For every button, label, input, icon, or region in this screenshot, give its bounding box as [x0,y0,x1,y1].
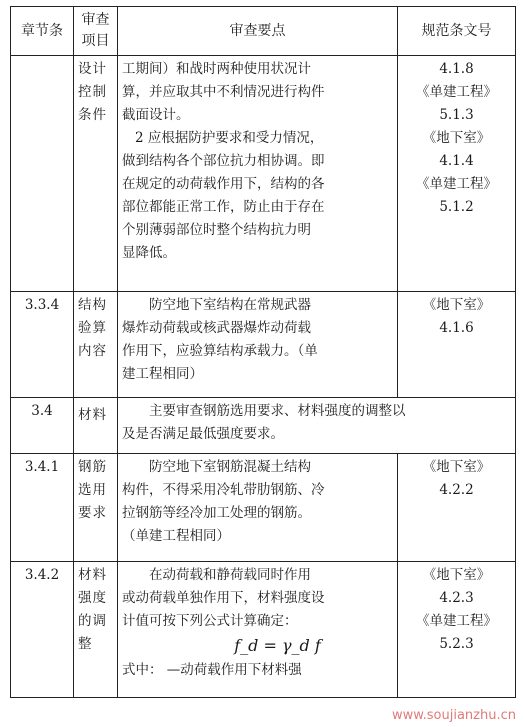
reference-line: 5.1.2 [439,199,474,215]
content-line: 主要审查钢筋选用要求、材料强度的调整以 [149,403,406,419]
item-line: 材料 [78,567,107,583]
item-line: 控制 [78,84,107,100]
content-cell [118,398,516,454]
header-item: 审查 项目 [74,7,118,56]
content-line: 拉钢筋等经冷加工处理的钢筋。 [122,505,311,521]
reference-cell [398,454,516,562]
reference-cell [398,56,516,292]
item-line: 验算 [78,320,107,336]
content-line: 做到结构各个部位抗力相协调。即 [122,153,325,169]
reference-line: 《地下室》 [422,297,491,313]
content-line: 显降低。 [122,245,176,261]
content-line: 构件，不得采用冷轧带肋钢筋、冷 [122,482,325,498]
reference-line: 4.1.4 [439,153,474,169]
table-row [11,56,516,292]
reference-line: 《单建工程》 [416,176,497,192]
content-line: 截面设计。 [122,107,190,123]
item-line: 设计 [78,61,107,77]
content-line: 在动荷载和静荷载同时作用 [149,567,311,583]
content-line: 工期间）和战时两种使用状况计 [122,61,311,77]
table-row [11,562,516,698]
content-line: 作用下，应验算结构承载力。（单 [122,343,318,359]
item-line: 钢筋 [78,459,107,475]
item-line: 选用 [78,482,107,498]
header-reference: 规范条文号 [398,7,516,56]
item-line: 结构 [78,297,107,313]
content-line: （单建工程相同） [122,528,230,544]
reference-line: 4.2.2 [439,482,474,498]
item-line: 强度 [78,590,107,606]
content-line: 算，并应取其中不利情况进行构件 [122,84,325,100]
reference-line: 《单建工程》 [416,84,497,100]
reference-line: 4.1.8 [439,61,474,77]
table-header-row [11,7,516,56]
item-cell [74,398,118,454]
reference-line: 《地下室》 [422,459,491,475]
content-cell [118,56,398,292]
header-content: 审查要点 [118,7,398,56]
table-row [11,292,516,398]
content-line: 部位都能正常工作，防止由于存在 [122,199,325,215]
content-line: 2 应根据防护要求和受力情况， [135,130,324,146]
reference-cell [398,562,516,698]
content-line: 防空地下室结构在常规武器 [149,297,311,313]
table-row [11,454,516,562]
item-line: 条件 [78,107,107,123]
item-line: 要求 [78,505,107,521]
item-line: 材料 [78,407,107,423]
content-line: 及是否满足最低强度要求。 [122,426,284,442]
reference-line: 4.2.3 [439,590,474,606]
table-row [11,398,516,454]
content-line: 计值可按下列公式计算确定： [122,613,298,629]
item-line: 整 [78,636,93,652]
watermark-text: www.soujianzhu.cn [391,708,516,723]
content-line: 爆炸动荷载或核武器爆炸动荷载 [122,320,311,336]
reference-line: 5.2.3 [439,636,474,652]
reference-line: 5.1.3 [439,107,474,123]
item-cell [74,454,118,562]
header-section: 章节条 [11,7,74,56]
review-table [10,6,516,698]
section-cell: 3.4.2 [11,562,74,698]
content-cell [118,454,398,562]
watermark [392,708,516,723]
section-cell: 3.4 [11,398,74,454]
content-cell [118,292,398,398]
reference-line: 《地下室》 [422,567,491,583]
reference-cell [398,292,516,398]
section-cell: 3.4.1 [11,454,74,562]
section-cell [11,56,74,292]
item-line: 的调 [78,613,107,629]
item-cell [74,292,118,398]
item-line: 内容 [78,343,107,359]
strength-formula: f_d = γ_d f [234,636,321,655]
item-cell [74,56,118,292]
content-line: 在规定的动荷载作用下，结构的各 [122,176,325,192]
reference-line: 《地下室》 [422,130,491,146]
item-cell [74,562,118,698]
content-line: 或动荷载单独作用下，材料强度设 [122,590,325,606]
content-line: 个别薄弱部位时整个结构抗力明 [122,222,311,238]
content-line: 式中： —动荷载作用下材料强 [122,662,302,678]
section-cell: 3.3.4 [11,292,74,398]
reference-line: 《单建工程》 [416,613,497,629]
content-cell [118,562,398,698]
reference-line: 4.1.6 [439,320,474,336]
content-line: 防空地下室钢筋混凝土结构 [149,459,311,475]
content-line: 建工程相同） [122,366,203,382]
